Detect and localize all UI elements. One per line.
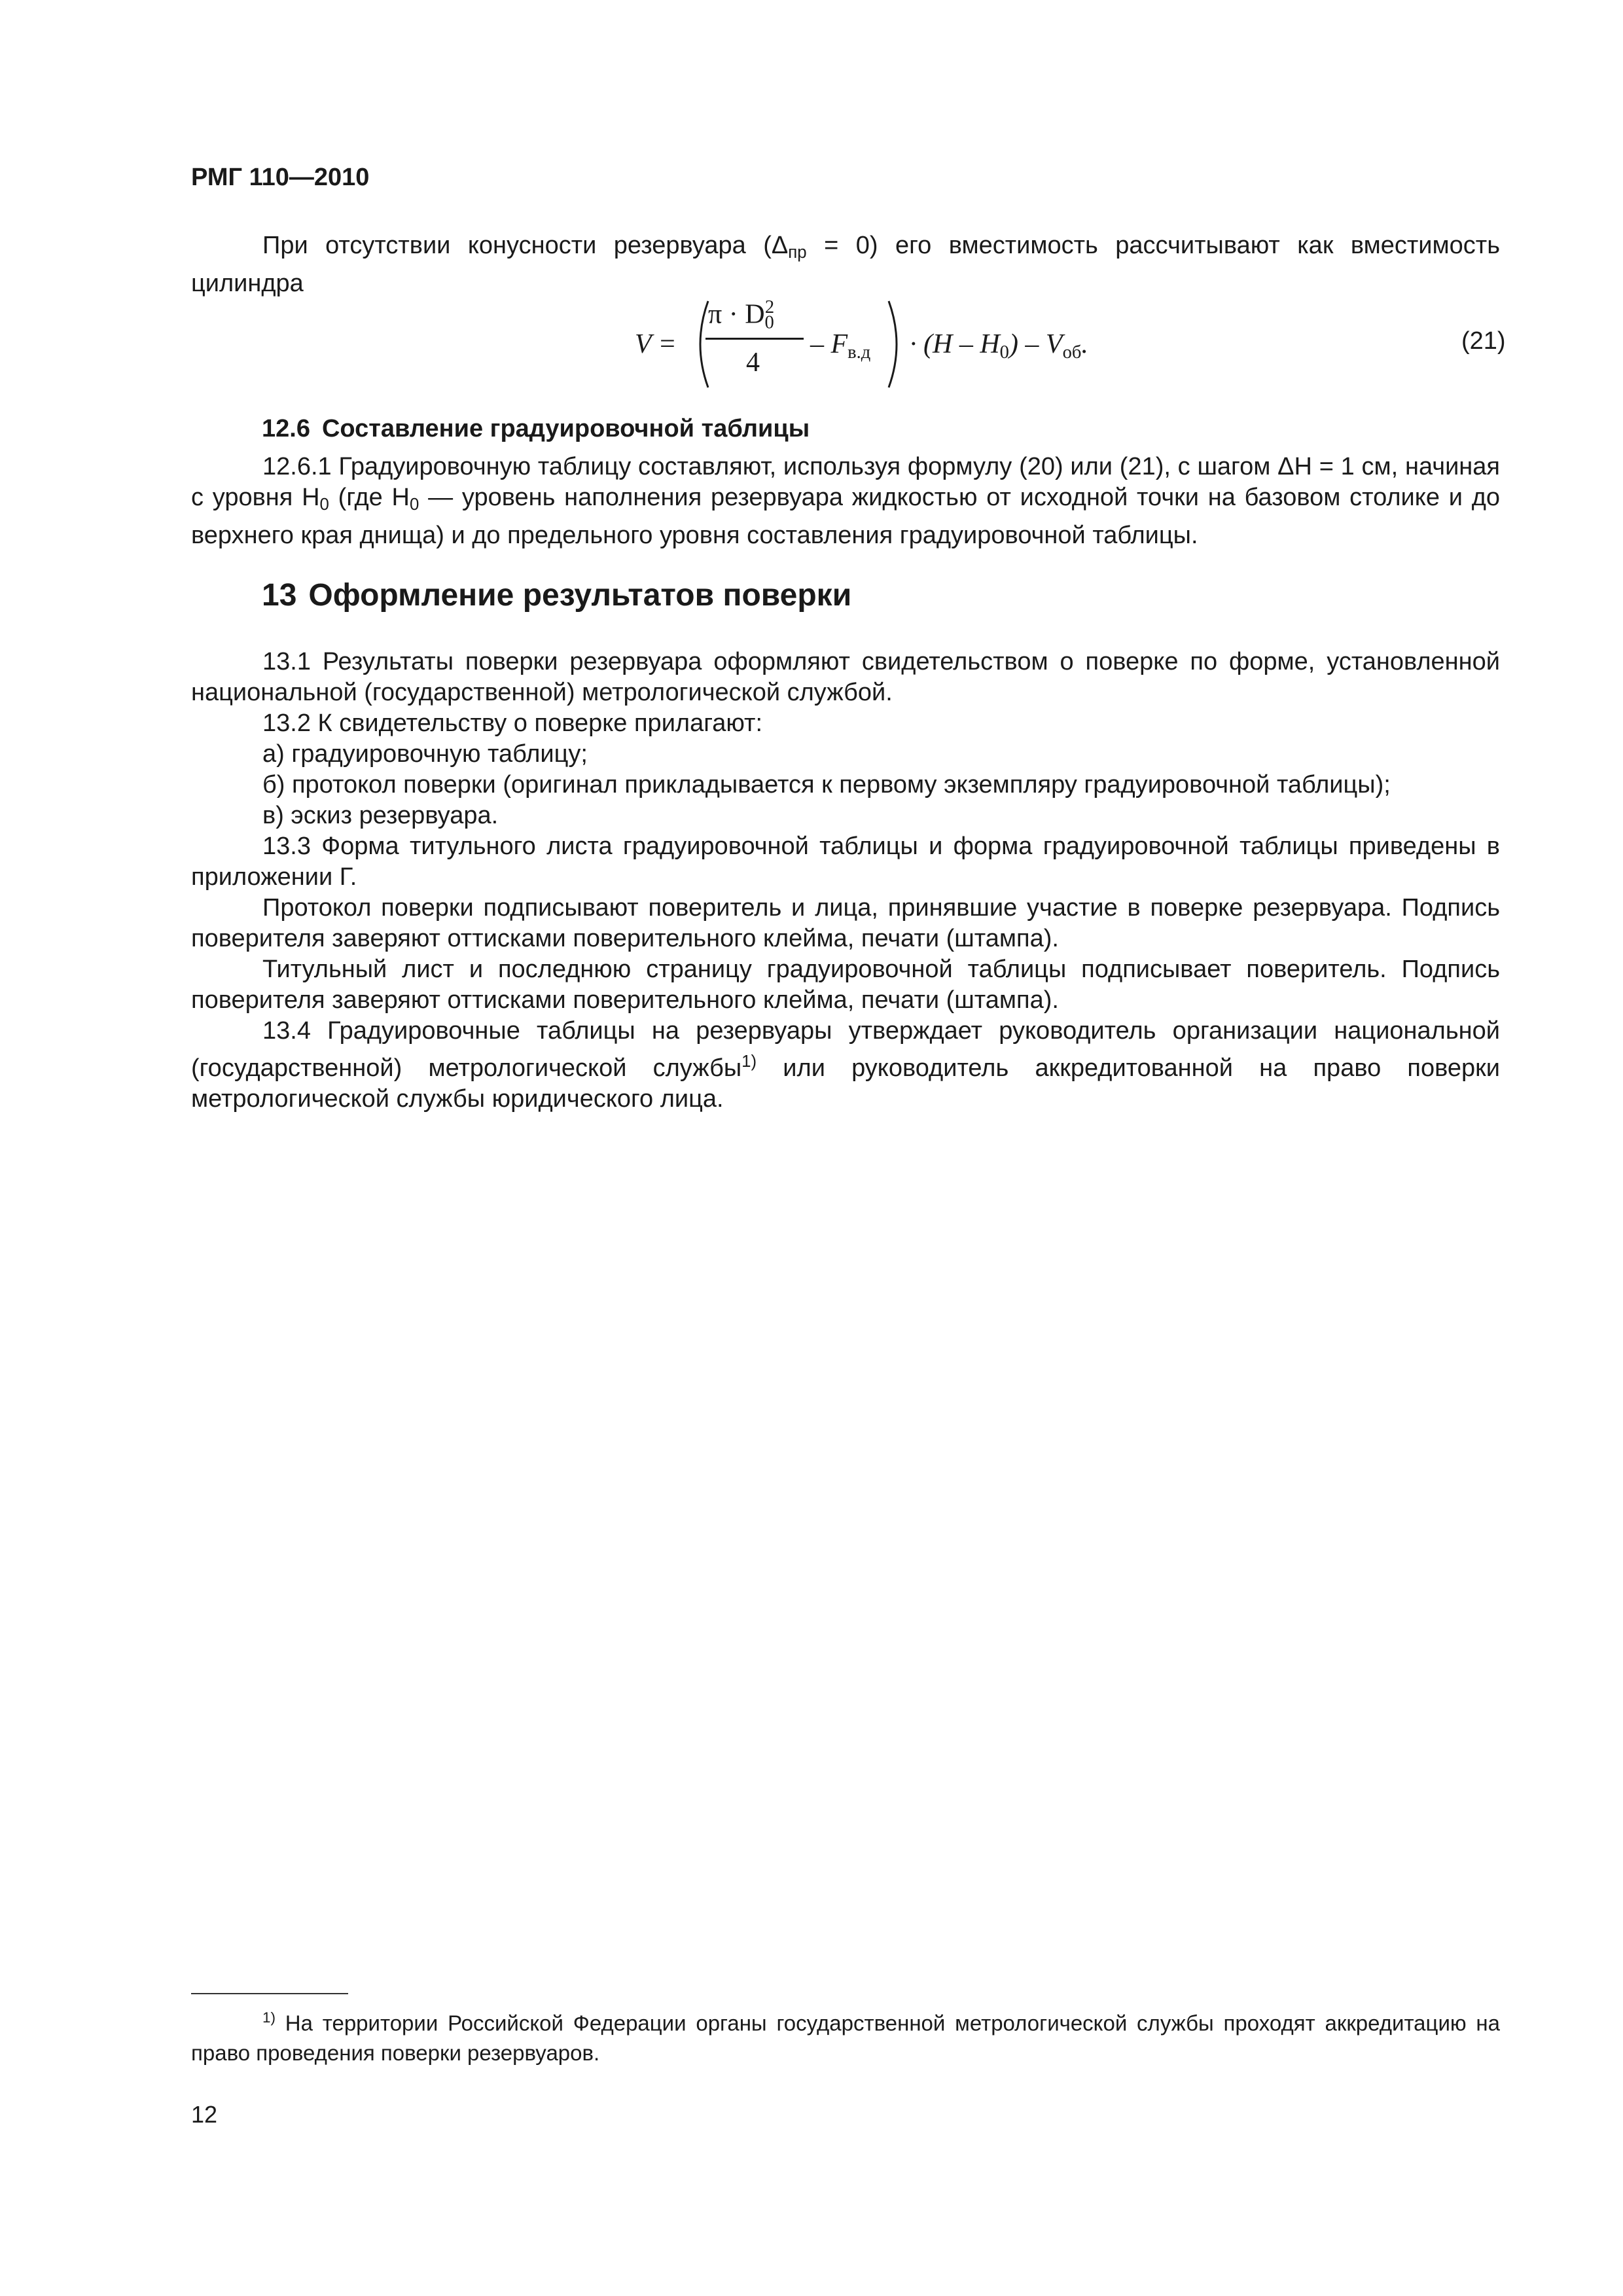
- section-12-6-paragraph: 12.6.1 Градуировочную таблицу составляют, используя формулу (20) или (21), с шагом ΔH = 1 см, начиная с уровня $H_0$ (где $H_0$ — уровень наполнения резервуара жидкостью от исходной точки на базовом столике и до верхнего края днища) и до предельного уровня составления градуировочной таблицы.: [191, 453, 1501, 550]
- paragraph-13-4: 13.4 Градуировочные таблицы на резервуары утверждает руководитель организации национальной (государственной) метрологической службы$^{1)}$ или руководитель аккредитованной на право поверки метрологической службы юридического лица.: [191, 1017, 1500, 1113]
- formula-minus-f: – $F_{в.д}$: [810, 329, 871, 363]
- formula-21: [635, 293, 1093, 391]
- list-item: в) эскиз резервуара.: [262, 802, 499, 829]
- footnote-divider: [191, 1993, 348, 1994]
- paragraph-13-3-protocol: Протокол поверки подписывают поверитель и лица, принявшие участие в поверке резервуара. Подпись поверителя заверяют оттисками поверительного клейма, печати (штампа).: [191, 894, 1500, 952]
- paragraph-13-1: 13.1 Результаты поверки резервуара оформляют свидетельством о поверке по форме, установленной национальной (государственной) метрологической службой.: [191, 648, 1500, 706]
- paragraph-13-2: 13.2 К свидетельству о поверке прилагают:: [262, 709, 763, 737]
- paragraph-13-3: 13.3 Форма титульного листа градуировочной таблицы и форма градуировочной таблицы приведены в приложении Г.: [191, 833, 1500, 891]
- fraction-bar: [705, 338, 804, 340]
- list-item: б) протокол поверки (оригинал прикладывается к первому экземпляру градуировочной таблицы);: [262, 771, 1391, 798]
- page-number: 12: [191, 2101, 218, 2128]
- footnote: $^{1)}$ На территории Российской Федерации органы государственной метрологической службы проходят аккредитацию на право проведения поверки резервуаров.: [191, 2009, 1500, 2066]
- right-paren-icon: [883, 298, 910, 390]
- formula-denominator: 4: [746, 348, 760, 378]
- document-code: РМГ 110—2010: [191, 164, 370, 191]
- footnote-mark: 1): [262, 2009, 276, 2026]
- section-12-6-heading: 12.6 Составление градуировочной таблицы: [262, 415, 810, 442]
- formula-tail: · $(H - H_0) - V_{об}$.: [910, 329, 1088, 363]
- footnote-ref[interactable]: 1): [741, 1052, 757, 1071]
- section-13-body: [191, 647, 1500, 1115]
- list-item: а) градуировочную таблицу;: [262, 740, 588, 768]
- paragraph-13-3-title-sheet: Титульный лист и последнюю страницу градуировочной таблицы подписывает поверитель. Подпись поверителя заверяют оттисками поверительного клейма, печати (штампа).: [191, 956, 1500, 1014]
- intro-paragraph: При отсутствии конусности резервуара $(\Delta_{пр} = 0)$ его вместимость рассчитывают как вместимость цилиндра: [191, 232, 1500, 298]
- attachments-list: [191, 739, 1500, 831]
- formula-numerator: $\pi \cdot D_0^2$: [708, 297, 775, 333]
- equation-number: (21): [1461, 327, 1506, 355]
- section-13-heading: 13 Оформление результатов поверки: [262, 578, 852, 613]
- formula-lhs: V =: [635, 329, 677, 359]
